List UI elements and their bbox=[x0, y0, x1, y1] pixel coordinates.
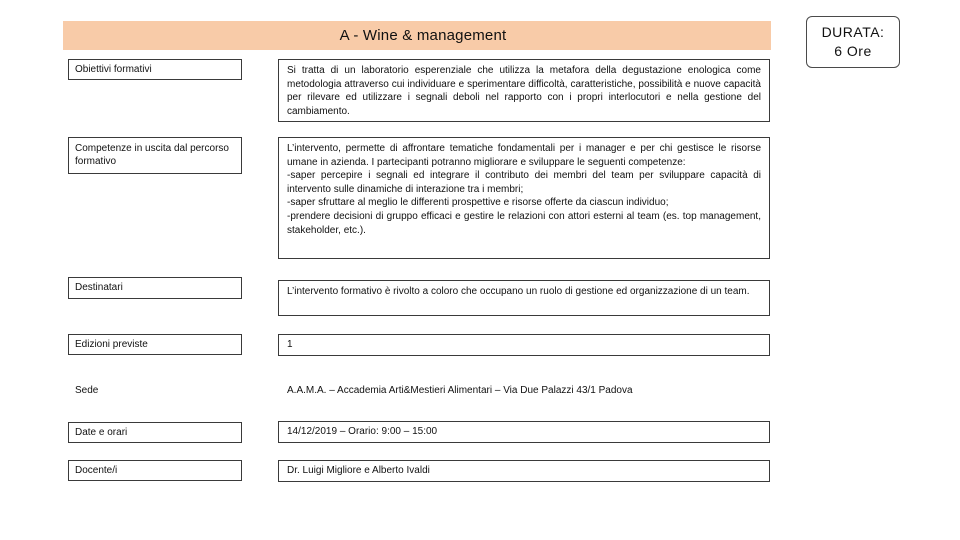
duration-box bbox=[806, 16, 900, 68]
value-obiettivi: Si tratta di un laboratorio esperenziale che utilizza la metafora della degustazione enologica come metodologia attraverso cui individuare e sperimentare difficoltà, caratteristiche, possibilità e nuove capacità per rilevare ed utilizzare i segnali deboli nel rapporto con i propri interlocutori e nella gestione del cambiamento. bbox=[278, 59, 770, 122]
course-title-bar bbox=[63, 21, 771, 50]
label-edizioni: Edizioni previste bbox=[68, 334, 242, 355]
competenze-item: -saper percepire i segnali ed integrare il contributo dei membri del team per sviluppare capacità di intervento sulle dinamiche di interazione tra i membri; bbox=[287, 170, 761, 195]
value-edizioni: 1 bbox=[278, 334, 770, 356]
competenze-item: -saper sfruttare al meglio le differenti prospettive e risorse offerte da ciascun individuo; bbox=[287, 197, 669, 209]
duration-label: DURATA: bbox=[821, 24, 885, 40]
value-sede: A.A.M.A. – Accademia Arti&Mestieri Alimentari – Via Due Palazzi 43/1 Padova bbox=[287, 385, 633, 397]
label-docenti: Docente/i bbox=[68, 460, 242, 481]
competenze-intro: L’intervento, permette di affrontare tematiche fondamentali per i manager e per chi gestisce le risorse umane in azienda. I partecipanti potranno migliorare e sviluppare le seguenti competenze: bbox=[287, 143, 761, 168]
label-date-orari: Date e orari bbox=[68, 422, 242, 443]
label-competenze: Competenze in uscita dal percorso formativo bbox=[68, 137, 242, 174]
value-docenti: Dr. Luigi Migliore e Alberto Ivaldi bbox=[278, 460, 770, 482]
value-destinatari: L’intervento formativo è rivolto a coloro che occupano un ruolo di gestione ed organizzazione di un team. bbox=[278, 280, 770, 316]
value-competenze bbox=[278, 137, 770, 259]
label-obiettivi: Obiettivi formativi bbox=[68, 59, 242, 80]
label-sede: Sede bbox=[75, 385, 99, 396]
duration-value: 6 Ore bbox=[834, 43, 872, 59]
value-date-orari: 14/12/2019 – Orario: 9:00 – 15:00 bbox=[278, 421, 770, 443]
course-title: A - Wine & management bbox=[339, 27, 507, 44]
competenze-item: -prendere decisioni di gruppo efficaci e gestire le relazioni con attori esterni al team (es. top management, stakeholder, etc.). bbox=[287, 210, 761, 236]
label-destinatari: Destinatari bbox=[68, 277, 242, 299]
